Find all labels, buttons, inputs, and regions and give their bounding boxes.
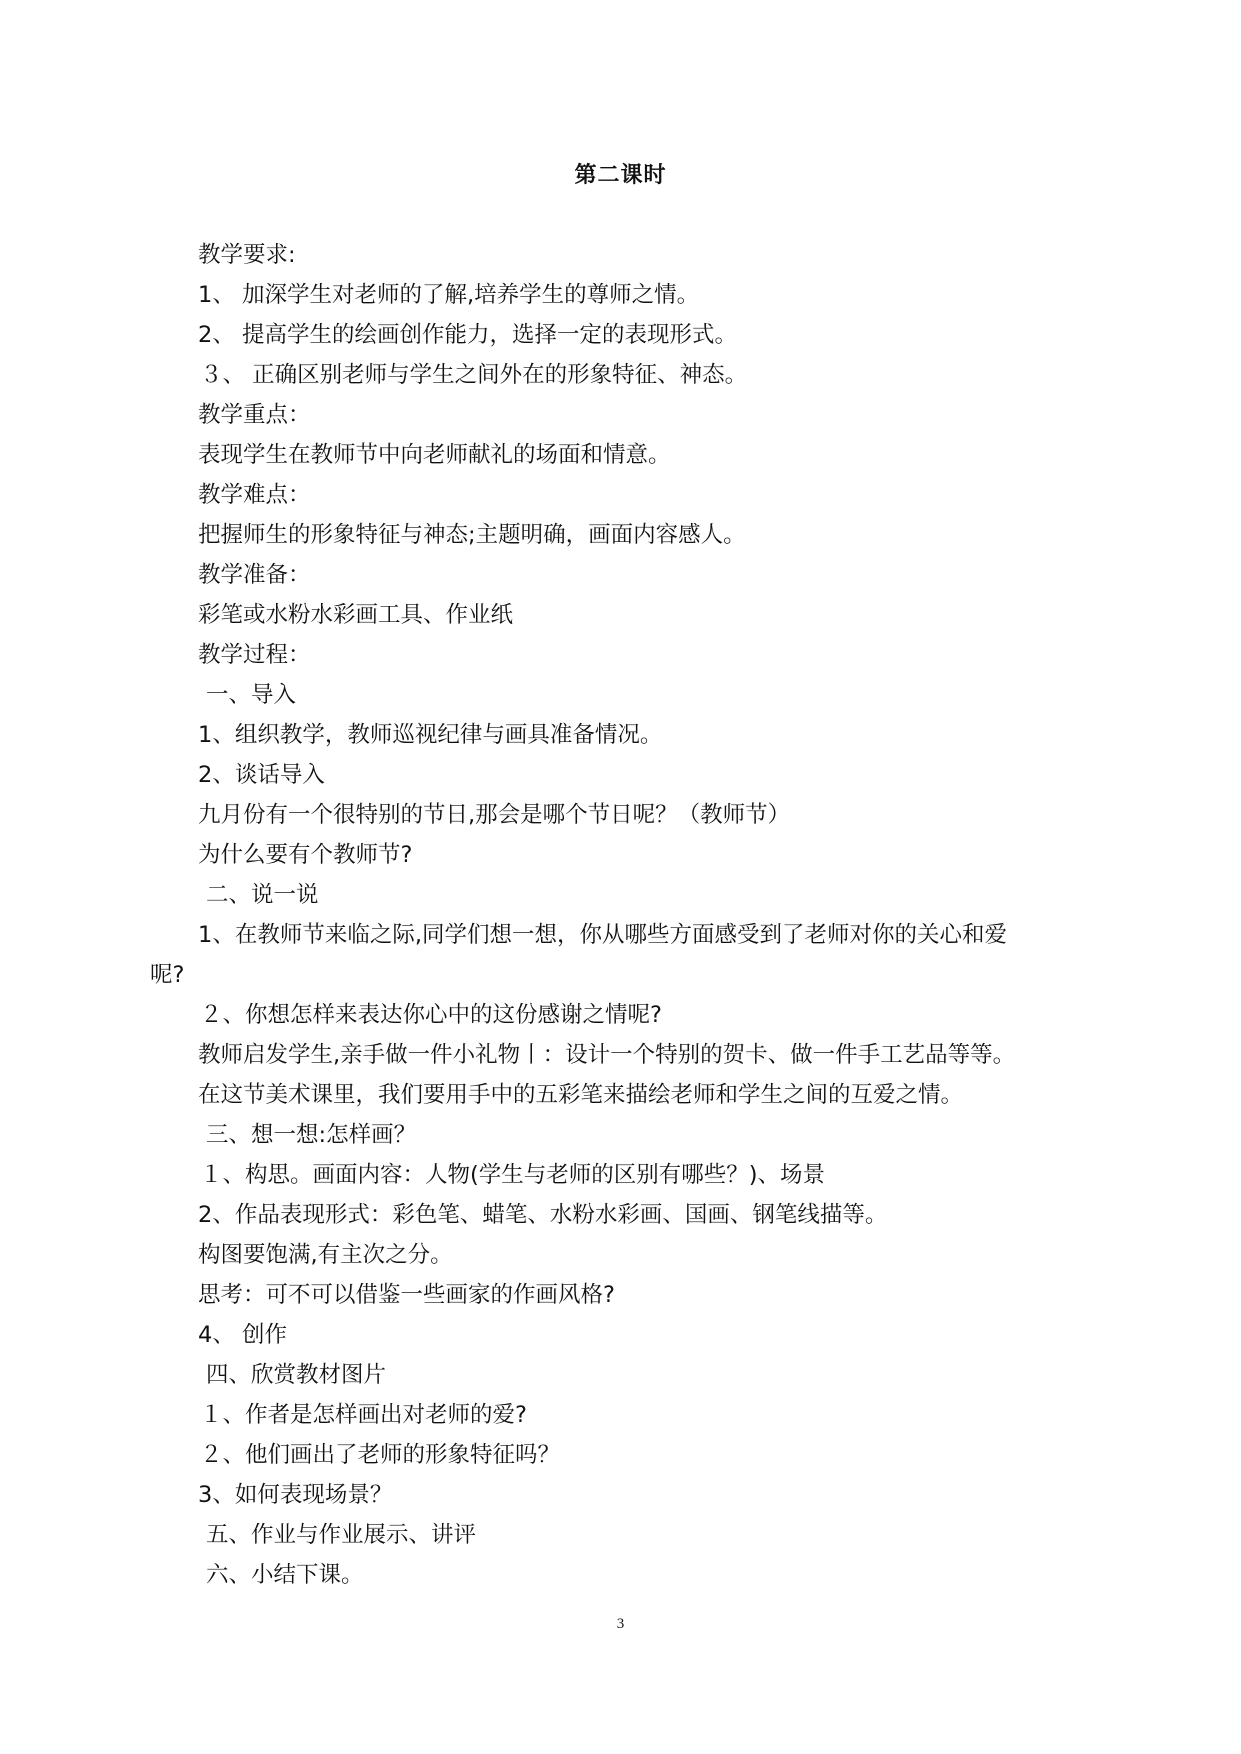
- text-line: １、构思。画面内容：人物(学生与老师的区别有哪些？)、场景: [200, 1162, 826, 1188]
- text-line: 2、谈话导入: [198, 762, 325, 788]
- text-line: 1、组织教学，教师巡视纪律与画具准备情况。: [198, 722, 663, 748]
- text-line: ２、你想怎样来表达你心中的这份感谢之情呢?: [200, 1002, 662, 1028]
- text-line: 2、作品表现形式：彩色笔、蜡笔、水粉水彩画、国画、钢笔线描等。: [198, 1202, 888, 1228]
- text-line: 教学重点：: [198, 402, 311, 428]
- text-line: 三、想一想:怎样画？: [206, 1122, 417, 1148]
- text-line: １、作者是怎样画出对老师的爱?: [200, 1402, 527, 1428]
- text-line: 五、作业与作业展示、讲评: [206, 1522, 477, 1548]
- text-line: 彩笔或水粉水彩画工具、作业纸: [198, 602, 514, 628]
- text-line: 教学要求:: [198, 242, 296, 268]
- text-line: 呢?: [150, 962, 185, 988]
- text-line: 3、如何表现场景？: [198, 1482, 393, 1508]
- text-line: 2、 提高学生的绘画创作能力，选择一定的表现形式。: [198, 322, 737, 348]
- text-line: 六、小结下课。: [206, 1562, 364, 1588]
- text-line: 为什么要有个教师节?: [198, 842, 413, 868]
- page-title: 第二课时: [574, 163, 667, 188]
- text-line: 一、导入: [206, 682, 297, 708]
- text-line: ３、 正确区别老师与学生之间外在的形象特征、神态。: [200, 362, 748, 388]
- text-line: 四、欣赏教材图片: [206, 1362, 387, 1388]
- text-line: 教学过程：: [198, 642, 311, 668]
- text-line: 教师启发学生,亲手做一件小礼物丨：设计一个特别的贺卡、做一件手工艺品等等。: [198, 1042, 1016, 1068]
- text-line: 表现学生在教师节中向老师献礼的场面和情意。: [198, 442, 671, 468]
- text-line: 把握师生的形象特征与神态;主题明确，画面内容感人。: [198, 522, 746, 548]
- text-line: 在这节美术课里，我们要用手中的五彩笔来描绘老师和学生之间的互爱之情。: [198, 1082, 964, 1108]
- text-line: 二、说一说: [206, 882, 319, 908]
- text-line: ２、他们画出了老师的形象特征吗？: [200, 1442, 561, 1468]
- text-line: 九月份有一个很特别的节日,那会是哪个节日呢？（教师节）: [198, 802, 791, 828]
- page-number: 3: [616, 1616, 625, 1632]
- text-line: 1、在教师节来临之际,同学们想一想，你从哪些方面感受到了老师对你的关心和爱: [198, 922, 1007, 948]
- text-line: 教学难点：: [198, 482, 311, 508]
- text-line: 教学准备：: [198, 562, 311, 588]
- text-line: 1、 加深学生对老师的了解,培养学生的尊师之情。: [198, 282, 700, 308]
- lesson-body: [150, 235, 1110, 1595]
- text-line: 4、 创作: [198, 1322, 287, 1348]
- text-line: 思考：可不可以借鉴一些画家的作画风格?: [198, 1282, 615, 1308]
- text-line: 构图要饱满,有主次之分。: [198, 1242, 453, 1268]
